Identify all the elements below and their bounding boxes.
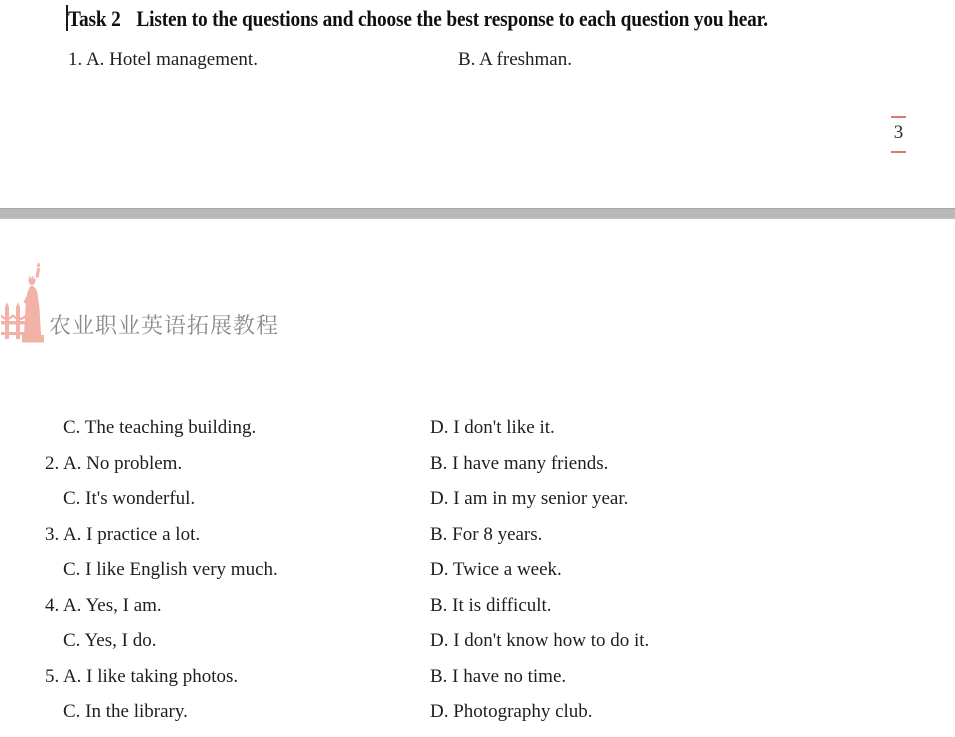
question1-option-a: 1. A. Hotel management.: [68, 49, 258, 70]
question-option-row: [0, 488, 955, 524]
book-title: 农业职业英语拓展教程: [49, 313, 280, 338]
option-left: 5. A. I like taking photos.: [45, 665, 239, 687]
option-left: C. In the library.: [63, 701, 188, 723]
statue-of-liberty-logo-icon: [1, 262, 48, 348]
option-left: C. It's wonderful.: [63, 488, 196, 510]
question-option-row: [0, 453, 955, 489]
question-option-row: [0, 630, 955, 666]
question-option-row: [0, 666, 955, 702]
question-option-row: [0, 524, 955, 560]
option-right: B. It is difficult.: [430, 594, 552, 616]
question-option-row: [0, 417, 955, 453]
option-left: C. I like English very much.: [63, 559, 278, 581]
option-left: C. Yes, I do.: [63, 630, 157, 652]
option-left: 4. A. Yes, I am.: [45, 594, 162, 616]
task-heading: [68, 6, 768, 32]
page-separator: [0, 208, 955, 219]
option-right: D. I am in my senior year.: [430, 488, 629, 510]
option-right: D. Photography club.: [430, 701, 593, 723]
question-option-row: [0, 595, 955, 631]
option-right: B. I have many friends.: [430, 452, 609, 474]
option-left: 3. A. I practice a lot.: [45, 523, 201, 545]
question1-option-b: B. A freshman.: [458, 49, 572, 70]
option-right: D. I don't like it.: [430, 417, 555, 438]
question-option-row: [0, 701, 955, 737]
option-right: B. For 8 years.: [430, 523, 543, 545]
question-option-row: [0, 559, 955, 595]
page-number: 3: [893, 122, 904, 143]
question-list: [0, 417, 955, 737]
task-instruction: Listen to the questions and choose the best response to each question you hear.: [136, 6, 768, 31]
option-right: D. I don't know how to do it.: [430, 630, 650, 652]
page-number-rule-bottom: [891, 151, 906, 153]
option-right: B. I have no time.: [430, 665, 567, 687]
page-number-marker: [890, 116, 907, 153]
option-left: 2. A. No problem.: [45, 452, 183, 474]
option-left: C. The teaching building.: [63, 417, 257, 438]
task-label: Task 2: [68, 6, 121, 31]
option-right: D. Twice a week.: [430, 559, 562, 581]
